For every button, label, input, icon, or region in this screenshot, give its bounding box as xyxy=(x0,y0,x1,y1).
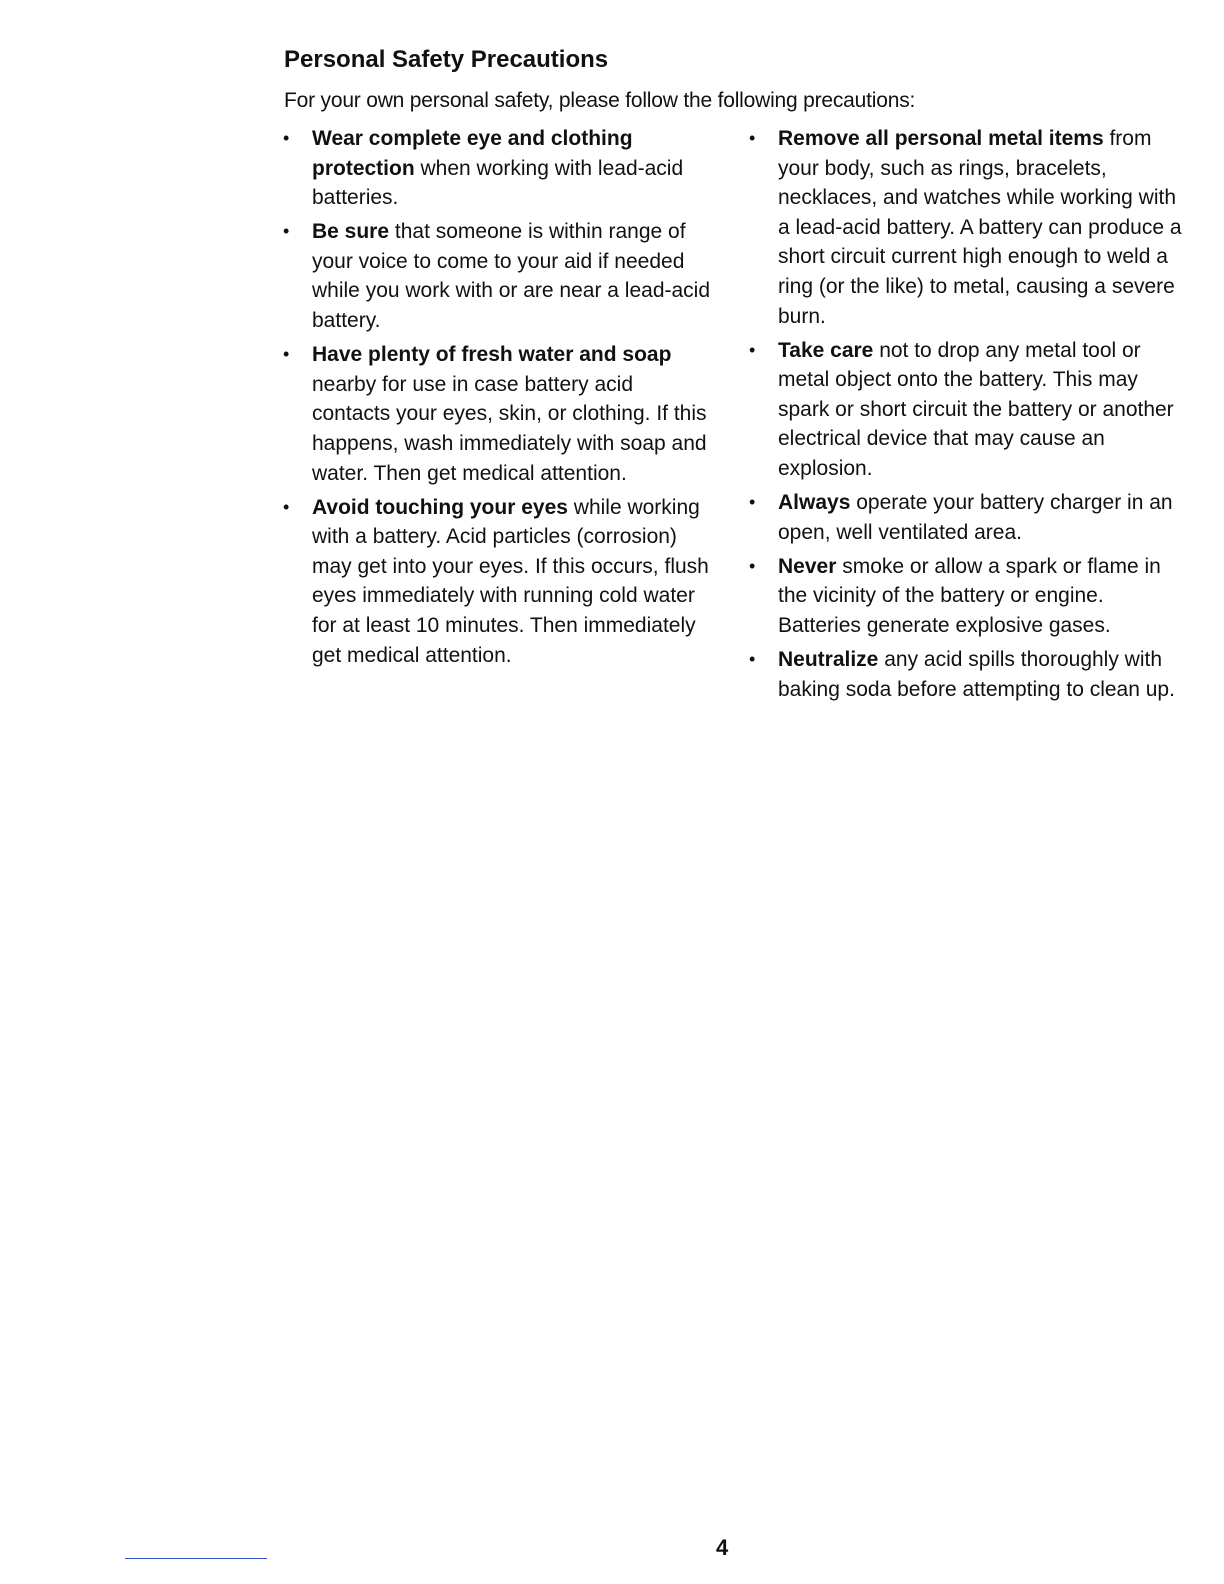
list-item xyxy=(282,124,712,213)
list-item xyxy=(748,552,1188,641)
bullet-icon: • xyxy=(283,344,290,365)
list-item xyxy=(748,336,1188,484)
item-text: operate your battery charger in an open, well ventilated area. xyxy=(778,491,1173,544)
footer-divider xyxy=(125,1558,267,1559)
item-lead: Wear complete eye and clothing protection xyxy=(312,127,633,180)
list-item xyxy=(748,488,1188,547)
left-precautions-list xyxy=(282,124,712,675)
item-text: not to drop any metal tool or metal object onto the battery. This may spark or short circuit the battery or another electrical device that may cause an explosion. xyxy=(778,338,1174,481)
list-item xyxy=(282,217,712,335)
item-text: while working with a battery. Acid particles (corrosion) may get into your eyes. If this occurs, flush eyes immediately with running cold water for at least 10 minutes. Then immediately get medical attention. xyxy=(312,495,709,667)
bullet-icon: • xyxy=(749,339,756,360)
item-text: when working with lead-acid batteries. xyxy=(312,156,684,210)
bullet-icon: • xyxy=(749,555,756,576)
list-item xyxy=(748,124,1188,331)
item-text: any acid spills thoroughly with baking soda before attempting to clean up. xyxy=(778,648,1175,701)
right-precautions-list xyxy=(748,124,1188,709)
item-lead: Neutralize xyxy=(778,648,879,672)
item-text: smoke or allow a spark or flame in the vicinity of the battery or engine. Batteries generate explosive gases. xyxy=(778,554,1161,637)
page-title: Personal Safety Precautions xyxy=(284,46,609,73)
intro-text: For your own personal safety, please follow the following precautions: xyxy=(284,89,916,112)
item-lead: Never xyxy=(778,554,837,578)
page-number: 4 xyxy=(716,1535,729,1560)
item-text: that someone is within range of your voice to come to your aid if needed while you work with or are near a lead-acid battery. xyxy=(312,220,711,333)
bullet-icon: • xyxy=(283,128,290,148)
item-text: nearby for use in case battery acid contacts your eyes, skin, or clothing. If this happens, wash immediately with soap and water. Then get medical attention. xyxy=(312,372,707,485)
item-lead: Have plenty of fresh water and soap xyxy=(312,343,672,367)
bullet-icon: • xyxy=(749,128,756,148)
item-lead: Be sure xyxy=(312,220,390,244)
bullet-icon: • xyxy=(283,221,290,242)
list-item xyxy=(282,493,712,671)
item-lead: Always xyxy=(778,491,851,515)
bullet-icon: • xyxy=(283,496,290,517)
bullet-icon: • xyxy=(749,492,756,513)
item-lead: Take care xyxy=(778,338,874,362)
list-item xyxy=(282,340,712,488)
list-item xyxy=(748,645,1188,704)
item-lead: Avoid touching your eyes xyxy=(312,495,568,519)
bullet-icon: • xyxy=(749,649,756,670)
item-lead: Remove all personal metal items xyxy=(778,127,1104,150)
item-text: from your body, such as rings, bracelets, necklaces, and watches while working with a lead-acid battery. A battery can produce a short circuit current high enough to weld a ring (or the like) to metal, causing a severe burn. xyxy=(778,127,1182,328)
